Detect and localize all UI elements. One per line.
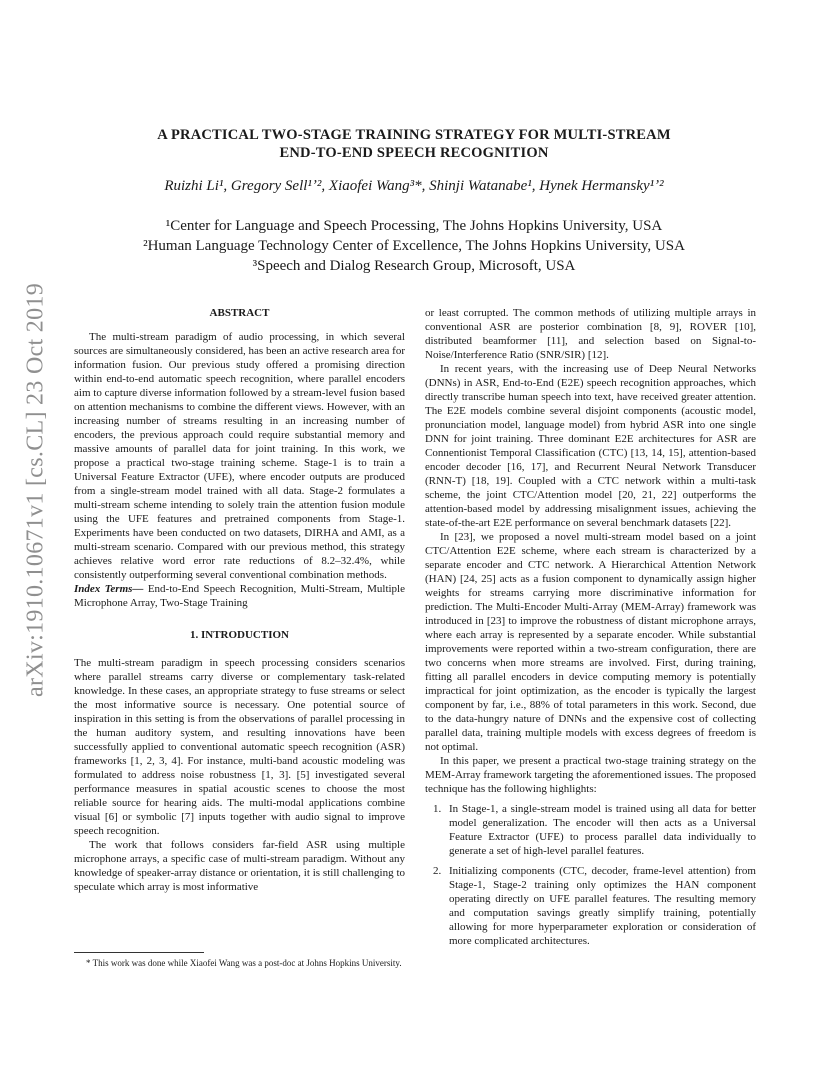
left-column — [74, 306, 405, 894]
body-paragraph-continued: or least corrupted. The common methods of utilizing multiple arrays in conventional ASR are posterior combination [8, 9], ROVER [10], distributed beamformer [11], and selection based on Signal-to-Noise/Interference Ratio (SNR/SIR) [12]. — [425, 307, 756, 361]
arxiv-identifier: arXiv:1910.10671v1 [cs.CL] 23 Oct 2019 — [22, 282, 49, 698]
affiliation-2: ²Human Language Technology Center of Excellence, The Johns Hopkins University, USA — [143, 238, 685, 254]
list-item-number: 2. — [433, 865, 442, 877]
list-item — [425, 802, 756, 858]
abstract-heading: ABSTRACT — [209, 307, 270, 319]
list-item-text: Initializing components (CTC, decoder, frame-level attention) from Stage-1, Stage-2 training only optimizes the HAN component operating directly on UFE parallel features. The resulting memory and computation savings greatly simplify training, potentially allowing for more hyperparameter exploration or consideration of more complicated architectures. — [449, 865, 756, 947]
author-list: Ruizhi Li¹, Gregory Sell¹ʼ², Xiaofei Wang³*, Shinji Watanabe¹, Hynek Hermansky¹ʼ² — [164, 178, 664, 194]
footnote — [74, 952, 405, 969]
body-paragraph-proposal: In this paper, we present a practical two-stage training strategy on the MEM-Array framework targeting the aforementioned issues. The proposed technique has the following highlights: — [425, 755, 756, 795]
introduction-heading: 1. INTRODUCTION — [189, 629, 289, 641]
list-item-number: 1. — [433, 803, 442, 815]
affiliations — [60, 216, 768, 276]
footnote-text: * This work was done while Xiaofei Wang was a post-doc at Johns Hopkins University. — [86, 958, 402, 968]
highlights-list — [425, 802, 756, 948]
footnote-rule — [74, 952, 204, 953]
right-column — [425, 306, 756, 954]
index-terms — [74, 582, 405, 610]
body-paragraph-multistream: In [23], we proposed a novel multi-stream model based on a joint CTC/Attention E2E scheme, where each stream is characterized by a separate encoder and CTC network. A Hierarchical Attention Network (HAN) [24, 25] acts as a fusion component to dynamically assign higher weights for streams carrying more discriminative information for prediction. The Multi-Encoder Multi-Array (MEM-Array) framework was introduced in [23] to improve the robustness of distant microphone arrays, where each array is represented by a separate encoder. While substantial improvements were reported within a two-stream configuration, there are two concerns when more streams are involved. First, during training, fitting all parallel encoders in device computing memory is potentially impractical for joint optimization, as the encoder is typically the largest component by far, i.e., 88% of total parameters in this work. Second, due to the data-hungry nature of DNNs and the expensive cost of collecting parallel data, training multiple models with excess degrees of freedom is not optimal. — [425, 531, 756, 753]
list-item-text: In Stage-1, a single-stream model is trained using all data for better model generalization. The encoder will then acts as a Universal Feature Extractor (UFE) to process parallel data individually to generate a set of high-level parallel features. — [449, 803, 756, 857]
affiliation-3: ³Speech and Dialog Research Group, Microsoft, USA — [252, 258, 576, 274]
affiliation-1: ¹Center for Language and Speech Processing, The Johns Hopkins University, USA — [165, 218, 663, 234]
index-terms-label: Index Terms— — [74, 583, 144, 595]
paper-title: A PRACTICAL TWO-STAGE TRAINING STRATEGY FOR MULTI-STREAM END-TO-END SPEECH RECOGNITION — [157, 127, 671, 161]
index-terms-text: End-to-End Speech Recognition, Multi-Stream, Multiple Microphone Array, Two-Stage Training — [74, 583, 405, 609]
body-paragraph-e2e: In recent years, with the increasing use of Deep Neural Networks (DNNs) in ASR, End-to-End (E2E) speech recognition approaches, which directly transcribe human speech into text, have received greater attention. The E2E models combine several disjoint components (acoustic model, pronunciation model, language model) from hybrid ASR into one single DNN for joint training. Three dominant E2E architectures for ASR are Connentionist Temporal Classification (CTC) [13, 14, 15], attention-based encoder decoder [16, 17], and Recurrent Neural Network Transducer (RNN-T) [18, 19]. Coupled with a CTC network within a multi-task scheme, the joint CTC/Attention model [20, 21, 22] outperforms the attention-based model by addressing misalignment issues, achieving the state-of-the-art E2E performance on several benchmark datasets [22]. — [425, 363, 756, 529]
intro-paragraph-1: The multi-stream paradigm in speech processing considers scenarios where parallel streams carry diverse or complementary task-related knowledge. In these cases, an appropriate strategy to fuse streams or select the most informative source is necessary. One potential source of inspiration in this setting is from the observations of parallel processing in the human auditory system, and resulting innovations have been successfully applied to conventional automatic speech recognition (ASR) frameworks [1, 2, 3, 4]. For instance, multi-band acoustic modeling was formulated to address noise robustness [1, 3]. [5] investigated several performance measures in spatial acoustic scenes to choose the most reliable source for hearing aids. The multi-modal applications combine visual [6] or symbolic [7] inputs together with audio signal to improve speech recognition. — [74, 657, 405, 837]
intro-paragraph-2: The work that follows considers far-field ASR using multiple microphone arrays, a specific case of multi-stream paradigm. Without any knowledge of speaker-array distance or orientation, it is still challenging to speculate which array is most informative — [74, 839, 405, 893]
abstract-text: The multi-stream paradigm of audio processing, in which several sources are simultaneously considered, has been an active research area for information fusion. Our previous study offered a promising direction within end-to-end automatic speech recognition, where parallel encoders aim to capture diverse information followed by a stream-level fusion based on attention mechanisms to combine the different views. However, with an increasing number of streams resulting in an increasing number of encoders, the previous approach could require substantial memory and massive amounts of parallel data for joint training. In this work, we propose a practical two-stage training scheme. Stage-1 is to train a Universal Feature Extractor (UFE), where encoder outputs are produced from a single-stream model trained with all data. Stage-2 formulates a multi-stream scheme intending to solely train the attention fusion module using the UFE features and pretrained components from Stage-1. Experiments have been conducted on two datasets, DIRHA and AMI, as a multi-stream scenario. Compared with our previous method, this strategy achieves relative word error rate reductions of 8.2–32.4%, while consistently outperforming several conventional combination methods. — [74, 331, 405, 581]
list-item — [425, 864, 756, 948]
